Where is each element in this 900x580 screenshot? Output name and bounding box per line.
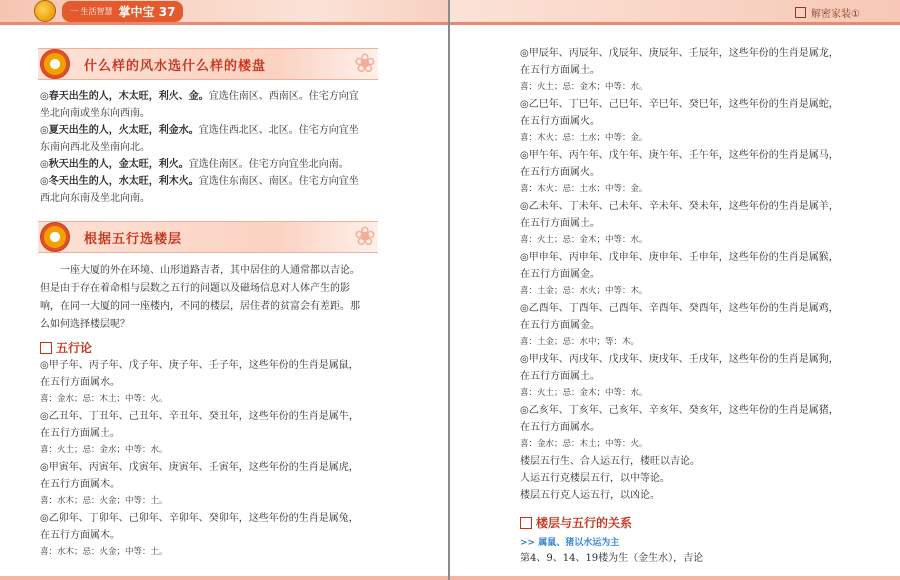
season-list <box>40 88 390 207</box>
zodiac-entry-list <box>40 357 390 561</box>
zodiac-entry: ◎乙未年、丁未年、己未年、辛未年、癸未年，这些年份的生肖是属羊， 在五行方面属土。 喜：火土；忌：金木；中等：水。 <box>520 201 839 245</box>
book-title-page: 掌中宝 37 <box>118 4 176 19</box>
right-page <box>450 0 900 580</box>
section-title: 什么样的风水选什么样的楼盘 <box>84 58 267 74</box>
section-banner-2 <box>38 221 378 253</box>
season-line: 坐北向南或坐东向西南。 <box>40 108 150 119</box>
flower-decoration-icon: ❀ <box>354 49 376 79</box>
rule-line: 人运五行克楼层五行，以中等论。 <box>520 473 670 484</box>
flower-emblem-icon <box>40 49 70 79</box>
season-line: 东南向西北及坐南向北。 <box>40 142 150 153</box>
season-line: ◎春天出生的人，木太旺，利火、金。宜选住南区、西南区。住宅方向宜 <box>40 91 359 102</box>
flower-decoration-icon: ❀ <box>354 222 376 252</box>
square-marker-icon <box>795 7 806 18</box>
floor-rule-line: 第4、9、14、19楼为生（金生水），吉论 <box>520 553 704 564</box>
subheading-wuxing: 五行论 <box>40 339 92 356</box>
zodiac-water-label: >> 属鼠、猪以水运为主 <box>520 538 620 548</box>
zodiac-entry: ◎乙卯年、丁卯年、己卯年、辛卯年、癸卯年，这些年份的生肖是属兔， 在五行方面属木。 喜：水木；忌：火金；中等：土。 <box>40 513 359 557</box>
checkbox-square-icon <box>520 517 532 529</box>
zodiac-entry: ◎乙酉年、丁酉年、己酉年、辛酉年、癸酉年，这些年份的生肖是属鸡， 在五行方面属金。 喜：土金；忌：水中；等：木。 <box>520 303 839 347</box>
left-header <box>34 2 183 20</box>
right-header <box>795 5 860 20</box>
zodiac-entry: ◎甲寅年、丙寅年、戊寅年、庚寅年、壬寅年，这些年份的生肖是属虎， 在五行方面属木。 喜：水木；忌：火金；中等：土。 <box>40 462 359 506</box>
section-title: 根据五行选楼层 <box>84 231 183 247</box>
season-line: ◎冬天出生的人，水太旺，利木火。宜选住东南区、南区。住宅方向宜坐 <box>40 176 359 187</box>
zodiac-entry: ◎甲子年、丙子年、戊子年、庚子年、壬子年，这些年份的生肖是属鼠， 在五行方面属水。 喜：金水；忌：木土；中等：火。 <box>40 360 359 404</box>
zodiac-entry-list <box>520 45 880 504</box>
left-footer-bar <box>0 576 450 580</box>
rule-line: 楼层五行生、合人运五行，楼旺以吉论。 <box>520 456 700 467</box>
zodiac-entry: ◎甲戌年、丙戌年、戊戌年、庚戌年、壬戌年，这些年份的生肖是属狗， 在五行方面属土。 喜：火土；忌：金木；中等：水。 <box>520 354 839 398</box>
season-line: 西北向东南及坐北向南。 <box>40 193 150 204</box>
series-label: 一 生活智慧 <box>70 6 113 16</box>
zodiac-entry: ◎甲辰年、丙辰年、戊辰年、庚辰年、壬辰年，这些年份的生肖是属龙， 在五行方面属土。 喜：火土；忌：金木；中等：水。 <box>520 48 839 92</box>
subheading-floor-relation: 楼层与五行的关系 <box>520 514 632 531</box>
zodiac-entry: ◎乙巳年、丁巳年、己巳年、辛巳年、癸巳年，这些年份的生肖是属蛇， 在五行方面属火。 喜：木火；忌：土水；中等：金。 <box>520 99 839 143</box>
season-line: ◎夏天出生的人，火太旺，利金水。宜选住西北区、北区。住宅方向宜坐 <box>40 125 359 136</box>
right-footer-bar <box>450 576 900 580</box>
book-title-tag <box>62 1 183 22</box>
zodiac-entry: ◎甲午年、丙午年、戊午年、庚午年、壬午年，这些年份的生肖是属马， 在五行方面属火。 喜：木火；忌：土水；中等：金。 <box>520 150 839 194</box>
zodiac-entry: ◎乙亥年、丁亥年、己亥年、辛亥年、癸亥年，这些年份的生肖是属猪， 在五行方面属水。 喜：金水；忌：木土；中等：火。 <box>520 405 839 449</box>
section-banner-1 <box>38 48 378 80</box>
rule-line: 楼层五行克人运五行，以凶论。 <box>520 490 660 501</box>
season-line: ◎秋天出生的人，金太旺，利火。宜选住南区。住宅方向宜坐北向南。 <box>40 159 349 170</box>
gold-coin-icon <box>34 0 56 22</box>
flower-emblem-icon <box>40 222 70 252</box>
zodiac-entry: ◎甲申年、丙申年、戊申年、庚申年、壬申年，这些年份的生肖是属猴， 在五行方面属金。 喜：土金；忌：水火；中等：木。 <box>520 252 839 296</box>
zodiac-entry: ◎乙丑年、丁丑年、己丑年、辛丑年、癸丑年，这些年份的生肖是属牛， 在五行方面属土。 喜：火土；忌：金水；中等：水。 <box>40 411 359 455</box>
intro-paragraph: 一座大厦的外在环境、山形道路吉者，其中居住的人通常都以吉论。 但是由于存在着命相与层数之五行的问题以及磁场信息对人体产生的影 响，在同一大厦的同一座楼内，不同的楼层，居住者的贫富会有差距。那 么如何选择楼层呢？ <box>40 265 360 330</box>
checkbox-square-icon <box>40 342 52 354</box>
chapter-label: 解密家装① <box>811 9 860 20</box>
